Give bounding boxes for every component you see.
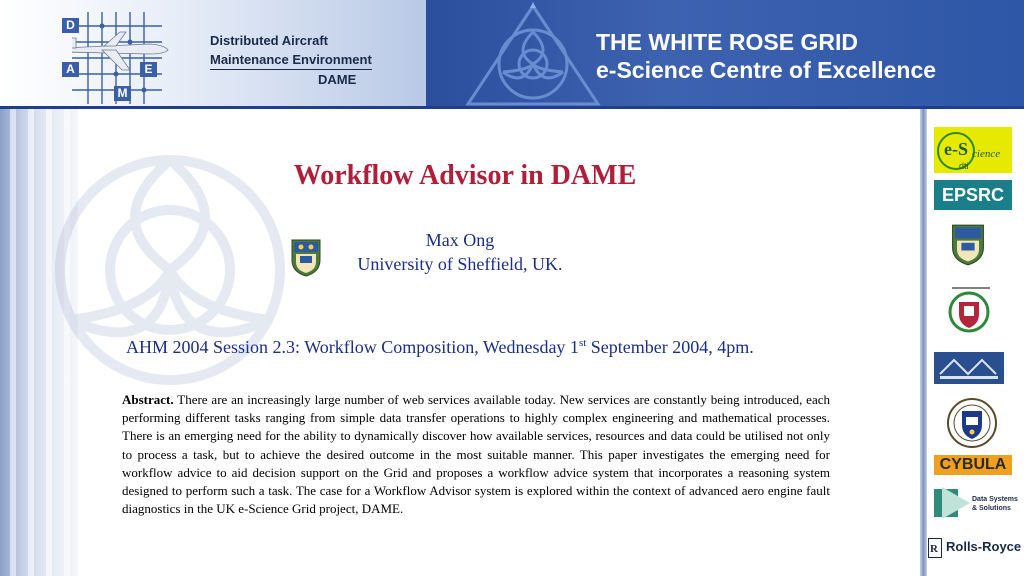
rolls-royce-text: Rolls-Royce — [946, 539, 1022, 554]
abstract-body: There are an increasingly large number of web services available today. New services are constantly being introduced, each performing different tasks ranging from simple data transfer operations to highly complex engineering and mathematical processes. There is an emerging need for the ability to dynamically discover how available services, resources and data could be utilised not only to process a task, but to achieve the desired outcome in the most suitable manner. This paper investigates the emerging need for workflow advice to aid decision support on the Grid and proposes a workflow advice system that incorporates a reasoning system designed to perform such a task. The case for a Workflow Advisor system is explored within the context of advanced aero engine fault diagnostics in the UK e-Science Grid project, DAME. — [122, 392, 830, 517]
dame-title-line-2: Maintenance Environment — [210, 50, 372, 70]
wrg-title-line-1: THE WHITE ROSE GRID — [596, 29, 858, 55]
wrg-title-line-2: e-Science Centre of Excellence — [596, 57, 937, 83]
session-text-start: AHM 2004 Session 2.3: Workflow Composition, Wednesday 1 — [126, 337, 579, 357]
sheffield-crest-icon — [950, 223, 986, 267]
abstract-label: Abstract. — [122, 392, 174, 407]
dame-title-line-1: Distributed Aircraft — [210, 33, 328, 48]
author-affiliation: University of Sheffield, UK. — [357, 254, 563, 274]
data-systems-logo — [934, 487, 1020, 519]
sheffield-sponsor-crest — [950, 223, 986, 272]
dame-letter-m: M — [114, 86, 131, 101]
session-text-end: September 2004, 4pm. — [586, 337, 754, 357]
header-divider — [0, 106, 1024, 109]
white-rose-grid-title — [596, 28, 936, 84]
data-systems-line-1: Data Systems — [972, 496, 1018, 503]
university-crest-icon — [290, 238, 322, 278]
data-systems-icon — [934, 487, 970, 519]
york-logo-icon — [934, 352, 1004, 384]
oxford-crest-icon — [947, 397, 997, 449]
dame-project-title — [210, 31, 372, 89]
abstract-paragraph — [122, 391, 830, 518]
rolls-royce-logo — [928, 537, 1022, 559]
escience-logo-icon — [934, 127, 1012, 173]
escience-dti-logo — [934, 127, 1012, 173]
epsrc-logo: EPSRC — [934, 180, 1012, 210]
york-university-logo — [934, 352, 1004, 384]
header-banner — [0, 0, 1024, 108]
dame-banner — [0, 0, 426, 108]
watermark-rose-icon — [40, 140, 300, 400]
dame-title-line-3: DAME — [318, 72, 357, 87]
sheffield-crest — [290, 238, 322, 283]
svg-text:R: R — [930, 543, 938, 555]
dame-letter-d: D — [62, 18, 79, 33]
right-decorative-separator — [920, 109, 927, 576]
leeds-crest — [946, 286, 992, 339]
slide-title: Workflow Advisor in DAME — [293, 160, 637, 191]
leeds-crest-icon — [946, 286, 992, 334]
white-rose-icon — [458, 2, 608, 106]
oxford-crest — [947, 397, 997, 454]
author-block — [320, 228, 600, 276]
rolls-royce-badge-icon — [928, 538, 942, 558]
author-name: Max Ong — [425, 230, 495, 250]
dame-letter-e: E — [140, 62, 157, 77]
session-ordinal: st — [578, 337, 587, 349]
data-systems-line-2: & Solutions — [972, 505, 1011, 512]
dame-logo — [66, 12, 172, 109]
cybula-logo: CYBULA — [934, 455, 1012, 475]
dame-letter-a: A — [62, 62, 79, 77]
escience-letters: e-S — [944, 139, 968, 159]
escience-word: cience — [972, 148, 1001, 160]
escience-dti-text: dti — [959, 161, 969, 171]
session-info — [126, 337, 754, 358]
white-rose-logo — [458, 2, 608, 111]
rose-watermark — [40, 140, 300, 405]
